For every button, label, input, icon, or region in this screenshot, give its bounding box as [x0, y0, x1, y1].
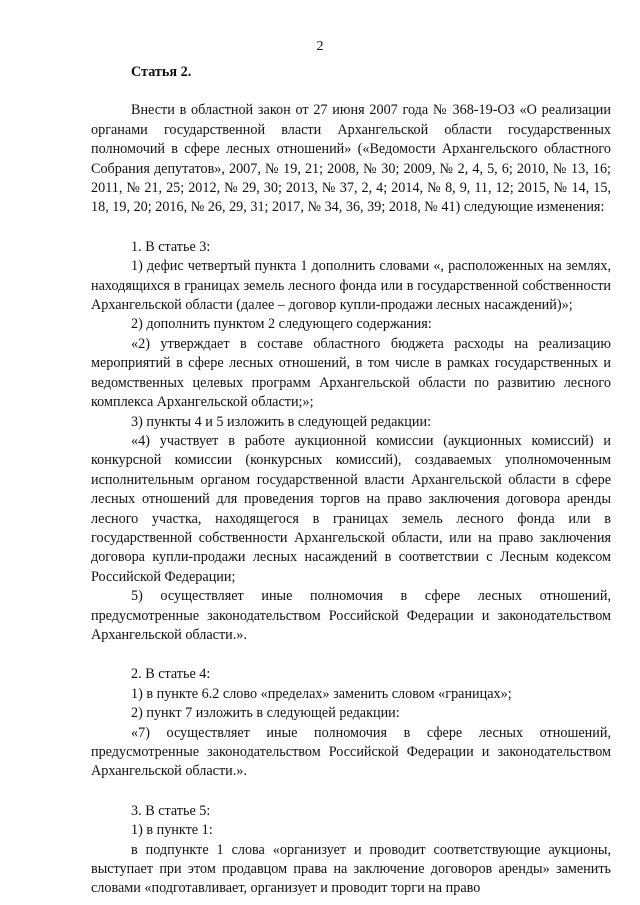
section-1-item-2: 2) дополнить пунктом 2 следующего содержания:	[131, 316, 432, 333]
section-1-item-3: 3) пункты 4 и 5 изложить в следующей редакции:	[131, 413, 432, 430]
section-gap	[91, 782, 611, 802]
section-gap	[91, 645, 611, 665]
section-2-item-2-text: «7) осуществляет иные полномочия в сфере лесных отношений, предусмотренные законодательством Российской Федерации и законодательством Архангельской области.».	[91, 724, 611, 780]
section-1-item-1: 1) дефис четвертый пункта 1 дополнить словами «, расположенных на землях, находящихся в границах земель лесного фонда или в государственной собственности Архангельской области (далее – договор купли-продажи лесных насаждений)»;	[91, 258, 611, 314]
section-2-item-2: 2) пункт 7 изложить в следующей редакции:	[131, 705, 400, 722]
section-gap	[91, 218, 611, 238]
intro-paragraph: Внести в областной закон от 27 июня 2007 года № 368-19-ОЗ «О реализации органами государственной власти Архангельской области государственных полномочий в сфере лесных отношений» («Ведомости Архангельского областного Собрания депутатов», 2007, № 19, 21; 2008, № 30; 2009, № 2, 4, 5, 6; 2010, № 13, 16; 2011, № 21, 25; 2012, № 29, 30; 2013, № 37, 2, 4; 2014, № 8, 9, 11, 12; 2015, № 14, 15, 18, 19, 20; 2016, № 26, 29, 31; 2017, № 34, 36, 39; 2018, № 41) следующие изменения:	[91, 102, 611, 216]
section-2-item-1: 1) в пункте 6.2 слово «пределах» заменить словом «границах»;	[131, 685, 512, 702]
article-heading: Статья 2.	[131, 64, 192, 80]
page-number: 2	[316, 39, 324, 54]
document-body	[91, 63, 611, 899]
section-1-item-3-point-4: «4) участвует в работе аукционной комиссии (аукционных комиссий) и конкурсной комиссии (конкурсных комиссий), создаваемых уполномоченным исполнительным органом государственной власти Архангельской области в сфере лесных отношений для проведения торгов на право заключения договора аренды лесного участка, находящегося в границах земель лесного фонда или в государственной собственности Архангельской области, или на право заключения договора купли-продажи лесных насаждений в соответствии с Лесным кодексом Российской Федерации;	[91, 432, 611, 585]
section-3-item-1: 1) в пункте 1:	[131, 822, 213, 839]
section-1-item-2-text: «2) утверждает в составе областного бюджета расходы на реализацию мероприятий в сфере лесных отношений, в том числе в рамках государственных и ведомственных целевых программ Архангельской области по развитию лесного комплекса Архангельской области;»;	[91, 335, 611, 411]
section-2-title: 2. В статье 4:	[131, 666, 211, 683]
section-3-title: 3. В статье 5:	[131, 802, 211, 819]
section-1-item-3-point-5: 5) осуществляет иные полномочия в сфере лесных отношений, предусмотренные законодательством Российской Федерации и законодательством Архангельской области.».	[91, 588, 611, 643]
section-1-title: 1. В статье 3:	[131, 238, 211, 255]
section-3-subitem: в подпункте 1 слова «организует и проводит соответствующие аукционы, выступает при этом продавцом права на заключение договоров аренды» заменить словами «подготавливает, организует и проводит торги на право	[91, 841, 611, 897]
